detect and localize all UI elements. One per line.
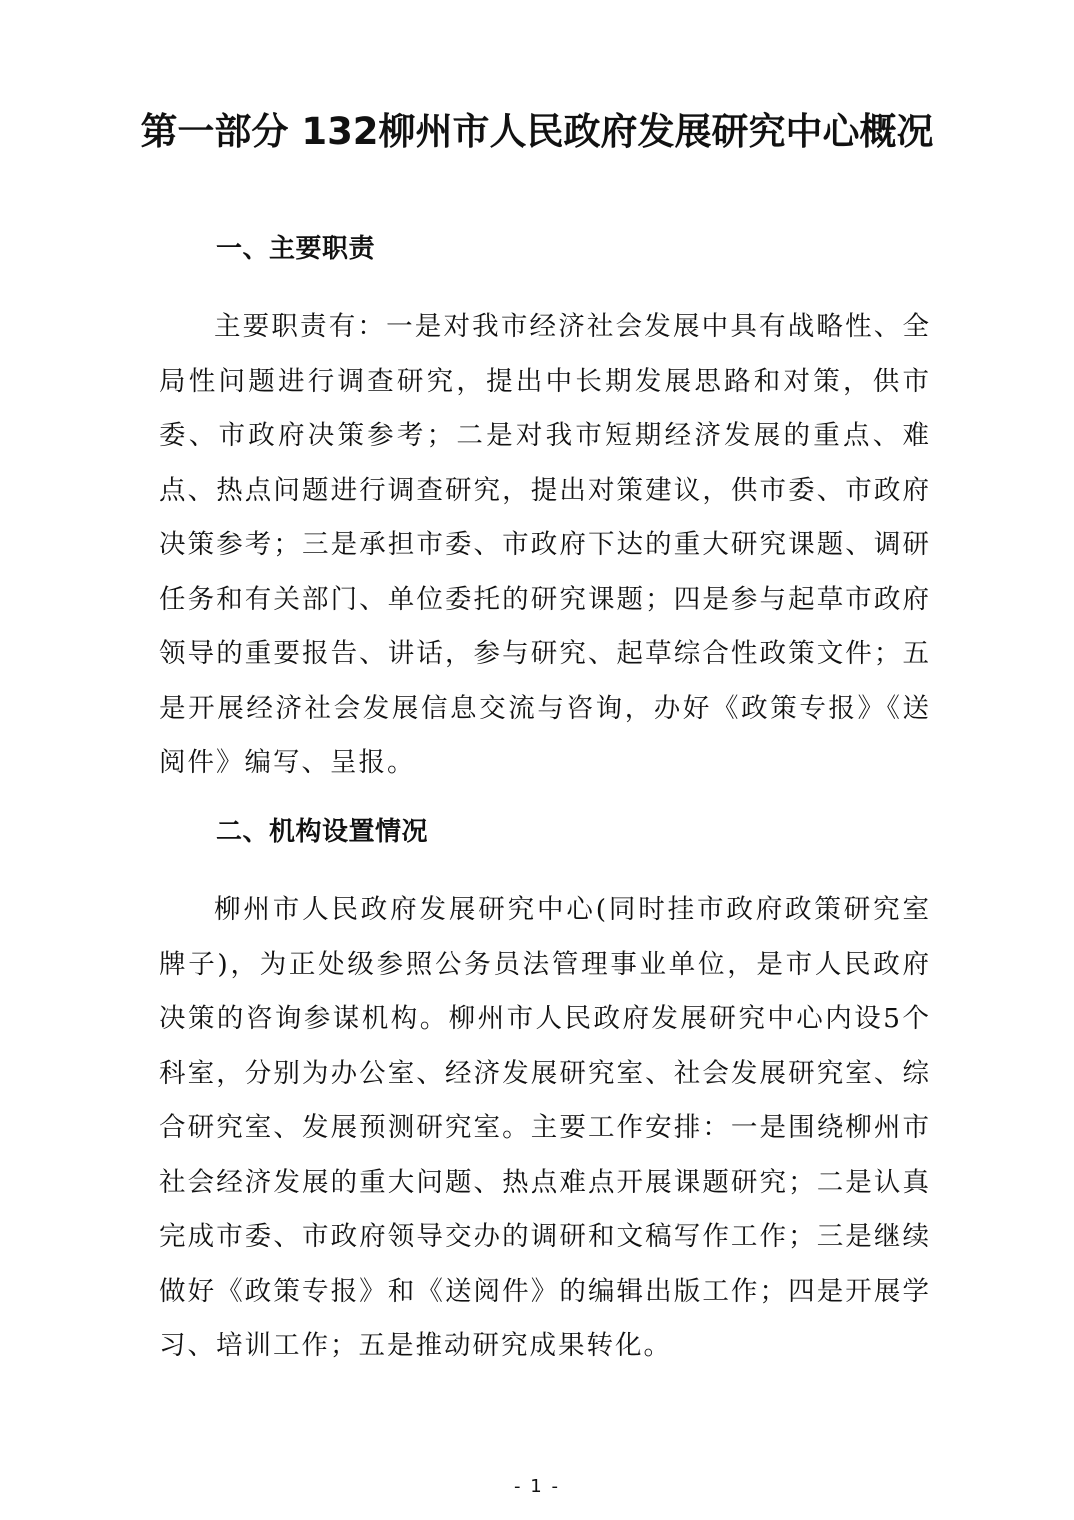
section-paragraph-organization: 柳州市人民政府发展研究中心(同时挂市政府政策研究室牌子)，为正处级参照公务员法管理事业单位，是市人民政府决策的咨询参谋机构。柳州市人民政府发展研究中心内设5个科室，分别为办公室、经济发展研究室、社会发展研究室、综合研究室、发展预测研究室。主要工作安排：一是围绕柳州市社会经济发展的重大问题、热点难点开展课题研究；二是认真完成市委、市政府领导交办的调研和文稿写作工作；三是继续做好《政策专报》和《送阅件》的编辑出版工作；四是开展学习、培训工作；五是推动研究成果转化。: [159, 894, 931, 1361]
section-paragraph-main-duties: 主要职责有：一是对我市经济社会发展中具有战略性、全局性问题进行调查研究，提出中长期发展思路和对策，供市委、市政府决策参考；二是对我市短期经济发展的重点、难点、热点问题进行调查研究，提出对策建议，供市委、市政府决策参考；三是承担市委、市政府下达的重大研究课题、调研任务和有关部门、单位委托的研究课题；四是参与起草市政府领导的重要报告、讲话，参与研究、起草综合性政策文件；五是开展经济社会发展信息交流与咨询，办好《政策专报》《送阅件》编写、呈报。: [159, 311, 931, 778]
page-number: - 1 -: [514, 1476, 560, 1497]
section-heading-main-duties: 一、主要职责: [216, 234, 376, 264]
page-title: 第一部分 132柳州市人民政府发展研究中心概况: [140, 110, 934, 153]
section-heading-organization: 二、机构设置情况: [216, 817, 429, 847]
